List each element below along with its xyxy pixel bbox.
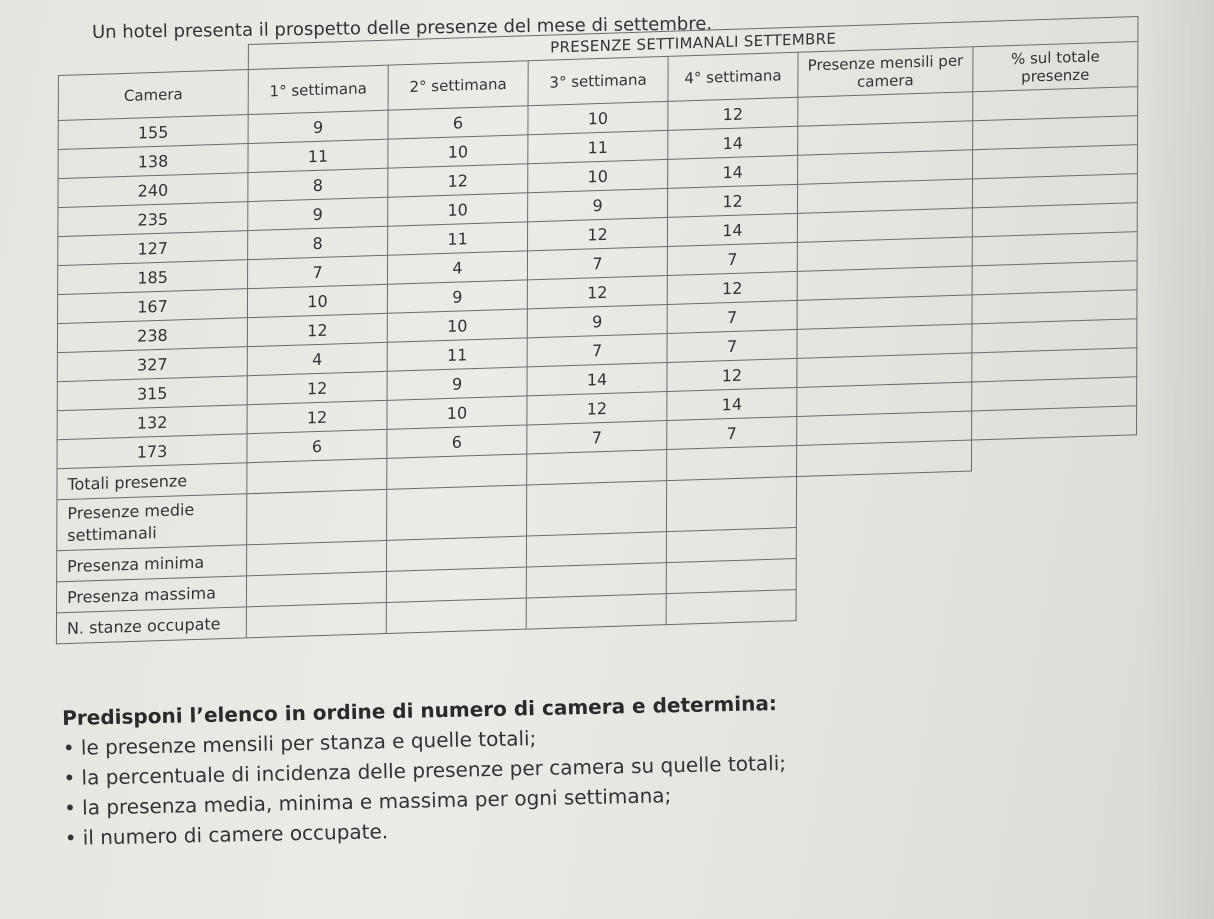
week-1-value: 10 — [247, 284, 387, 317]
summary-cell[interactable] — [526, 563, 666, 598]
week-1-value: 4 — [247, 342, 387, 375]
table-title: PRESENZE SETTIMANALI SETTEMBRE — [248, 17, 1138, 70]
room-number: 127 — [58, 231, 248, 266]
room-number: 185 — [58, 260, 248, 295]
header-week-1: 1° settimana — [248, 65, 388, 114]
week-1-value: 7 — [248, 255, 388, 288]
summary-cell[interactable] — [247, 458, 387, 493]
summary-cell[interactable] — [666, 477, 796, 532]
room-number: 315 — [57, 376, 247, 411]
week-1-value: 11 — [248, 139, 388, 172]
week-2-value: 9 — [387, 367, 527, 400]
summary-cell[interactable] — [386, 567, 526, 602]
week-2-value: 11 — [388, 222, 528, 255]
week-4-value: 14 — [667, 387, 797, 420]
summary-cell[interactable] — [387, 454, 527, 489]
week-4-value: 12 — [667, 271, 797, 304]
week-2-value: 10 — [387, 309, 527, 342]
week-4-value: 14 — [668, 155, 798, 188]
week-1-value: 9 — [248, 197, 388, 230]
week-3-value: 7 — [527, 246, 667, 279]
summary-cell[interactable] — [246, 571, 386, 606]
summary-cell[interactable] — [387, 485, 527, 540]
task-list — [63, 719, 885, 850]
summary-cell[interactable] — [246, 602, 386, 637]
week-2-value: 12 — [388, 164, 528, 197]
week-4-value: 7 — [667, 242, 797, 275]
attendance-table — [56, 16, 1139, 644]
week-2-value: 4 — [387, 251, 527, 284]
summary-cell[interactable] — [247, 489, 387, 544]
week-2-value: 11 — [387, 338, 527, 371]
week-2-value: 10 — [388, 135, 528, 168]
task-text: la presenza media, minima e massima per ogni settimana; — [81, 783, 672, 820]
room-number: 138 — [58, 144, 248, 179]
week-2-value: 10 — [387, 396, 527, 429]
week-4-value: 7 — [667, 329, 797, 362]
week-3-value: 11 — [528, 130, 668, 163]
week-1-value: 12 — [247, 400, 387, 433]
task-heading: Predisponi l’elenco in ordine di numero di camera e determina: — [62, 691, 778, 730]
summary-cell[interactable] — [666, 559, 796, 594]
attendance-table-container — [56, 15, 1168, 700]
room-number: 173 — [57, 434, 247, 469]
week-1-value: 12 — [247, 313, 387, 346]
task-text: le presenze mensili per stanza e quelle totali; — [80, 726, 537, 760]
week-1-value: 6 — [247, 429, 387, 462]
week-4-value: 12 — [667, 358, 797, 391]
week-3-value: 9 — [528, 188, 668, 221]
room-number: 167 — [58, 289, 248, 324]
summary-cell[interactable] — [386, 536, 526, 571]
week-4-value: 7 — [667, 300, 797, 333]
week-4-value: 14 — [668, 126, 798, 159]
summary-cell[interactable] — [666, 528, 796, 563]
week-4-value: 7 — [667, 416, 797, 449]
bullet-icon: • — [64, 825, 77, 850]
header-percent: % sul totale presenze — [973, 42, 1138, 92]
week-3-value: 12 — [528, 217, 668, 250]
room-number: 327 — [57, 347, 247, 382]
summary-cell[interactable] — [666, 590, 796, 625]
summary-label: Presenza massima — [57, 576, 247, 613]
header-week-2: 2° settimana — [388, 61, 528, 110]
week-2-value: 6 — [388, 106, 528, 139]
week-3-value: 7 — [527, 421, 667, 454]
header-week-4: 4° settimana — [668, 52, 798, 101]
week-4-value: 12 — [668, 184, 798, 217]
week-3-value: 9 — [527, 304, 667, 337]
week-3-value: 10 — [528, 159, 668, 192]
summary-label: Totali presenze — [57, 463, 247, 500]
bullet-icon: • — [63, 765, 76, 790]
room-number: 240 — [58, 173, 248, 208]
week-1-value: 8 — [248, 168, 388, 201]
bullet-icon: • — [63, 795, 77, 820]
week-3-value: 12 — [527, 392, 667, 425]
header-camera: Camera — [58, 70, 248, 121]
summary-label: Presenza minima — [57, 545, 247, 582]
week-1-value: 8 — [248, 226, 388, 259]
summary-label: N. stanze occupate — [56, 607, 246, 644]
week-3-value: 10 — [528, 101, 668, 134]
header-week-3: 3° settimana — [528, 56, 668, 105]
week-3-value: 12 — [527, 275, 667, 308]
room-number: 155 — [58, 115, 248, 150]
summary-cell[interactable] — [527, 481, 667, 536]
task-section — [62, 689, 885, 856]
task-text: la percentuale di incidenza delle presenze per camera su quelle totali; — [81, 750, 787, 790]
week-2-value: 10 — [388, 193, 528, 226]
room-number: 235 — [58, 202, 248, 237]
summary-label — [57, 494, 247, 551]
summary-cell[interactable] — [247, 540, 387, 575]
week-4-value: 14 — [667, 213, 797, 246]
summary-label-line2: settimanali — [67, 523, 157, 545]
summary-label-line1: Presenze medie — [67, 499, 195, 523]
week-1-value: 9 — [248, 110, 388, 143]
week-2-value: 9 — [387, 280, 527, 313]
room-number: 238 — [57, 318, 247, 353]
summary-cell[interactable] — [526, 594, 666, 629]
week-3-value: 7 — [527, 334, 667, 367]
summary-cell[interactable] — [667, 445, 797, 480]
week-2-value: 6 — [387, 425, 527, 458]
task-text: il numero di camere occupate. — [82, 819, 389, 850]
summary-cell[interactable] — [526, 532, 666, 567]
week-1-value: 12 — [247, 371, 387, 404]
bullet-icon: • — [62, 735, 75, 760]
intro-text: Un hotel presenta il prospetto delle presenze del mese di settembre. — [91, 13, 713, 43]
week-4-value: 12 — [668, 97, 798, 130]
header-monthly: Presenze mensili per camera — [798, 47, 973, 98]
week-3-value: 14 — [527, 363, 667, 396]
summary-cell[interactable] — [527, 450, 667, 485]
summary-cell[interactable] — [386, 598, 526, 633]
room-number: 132 — [57, 405, 247, 440]
